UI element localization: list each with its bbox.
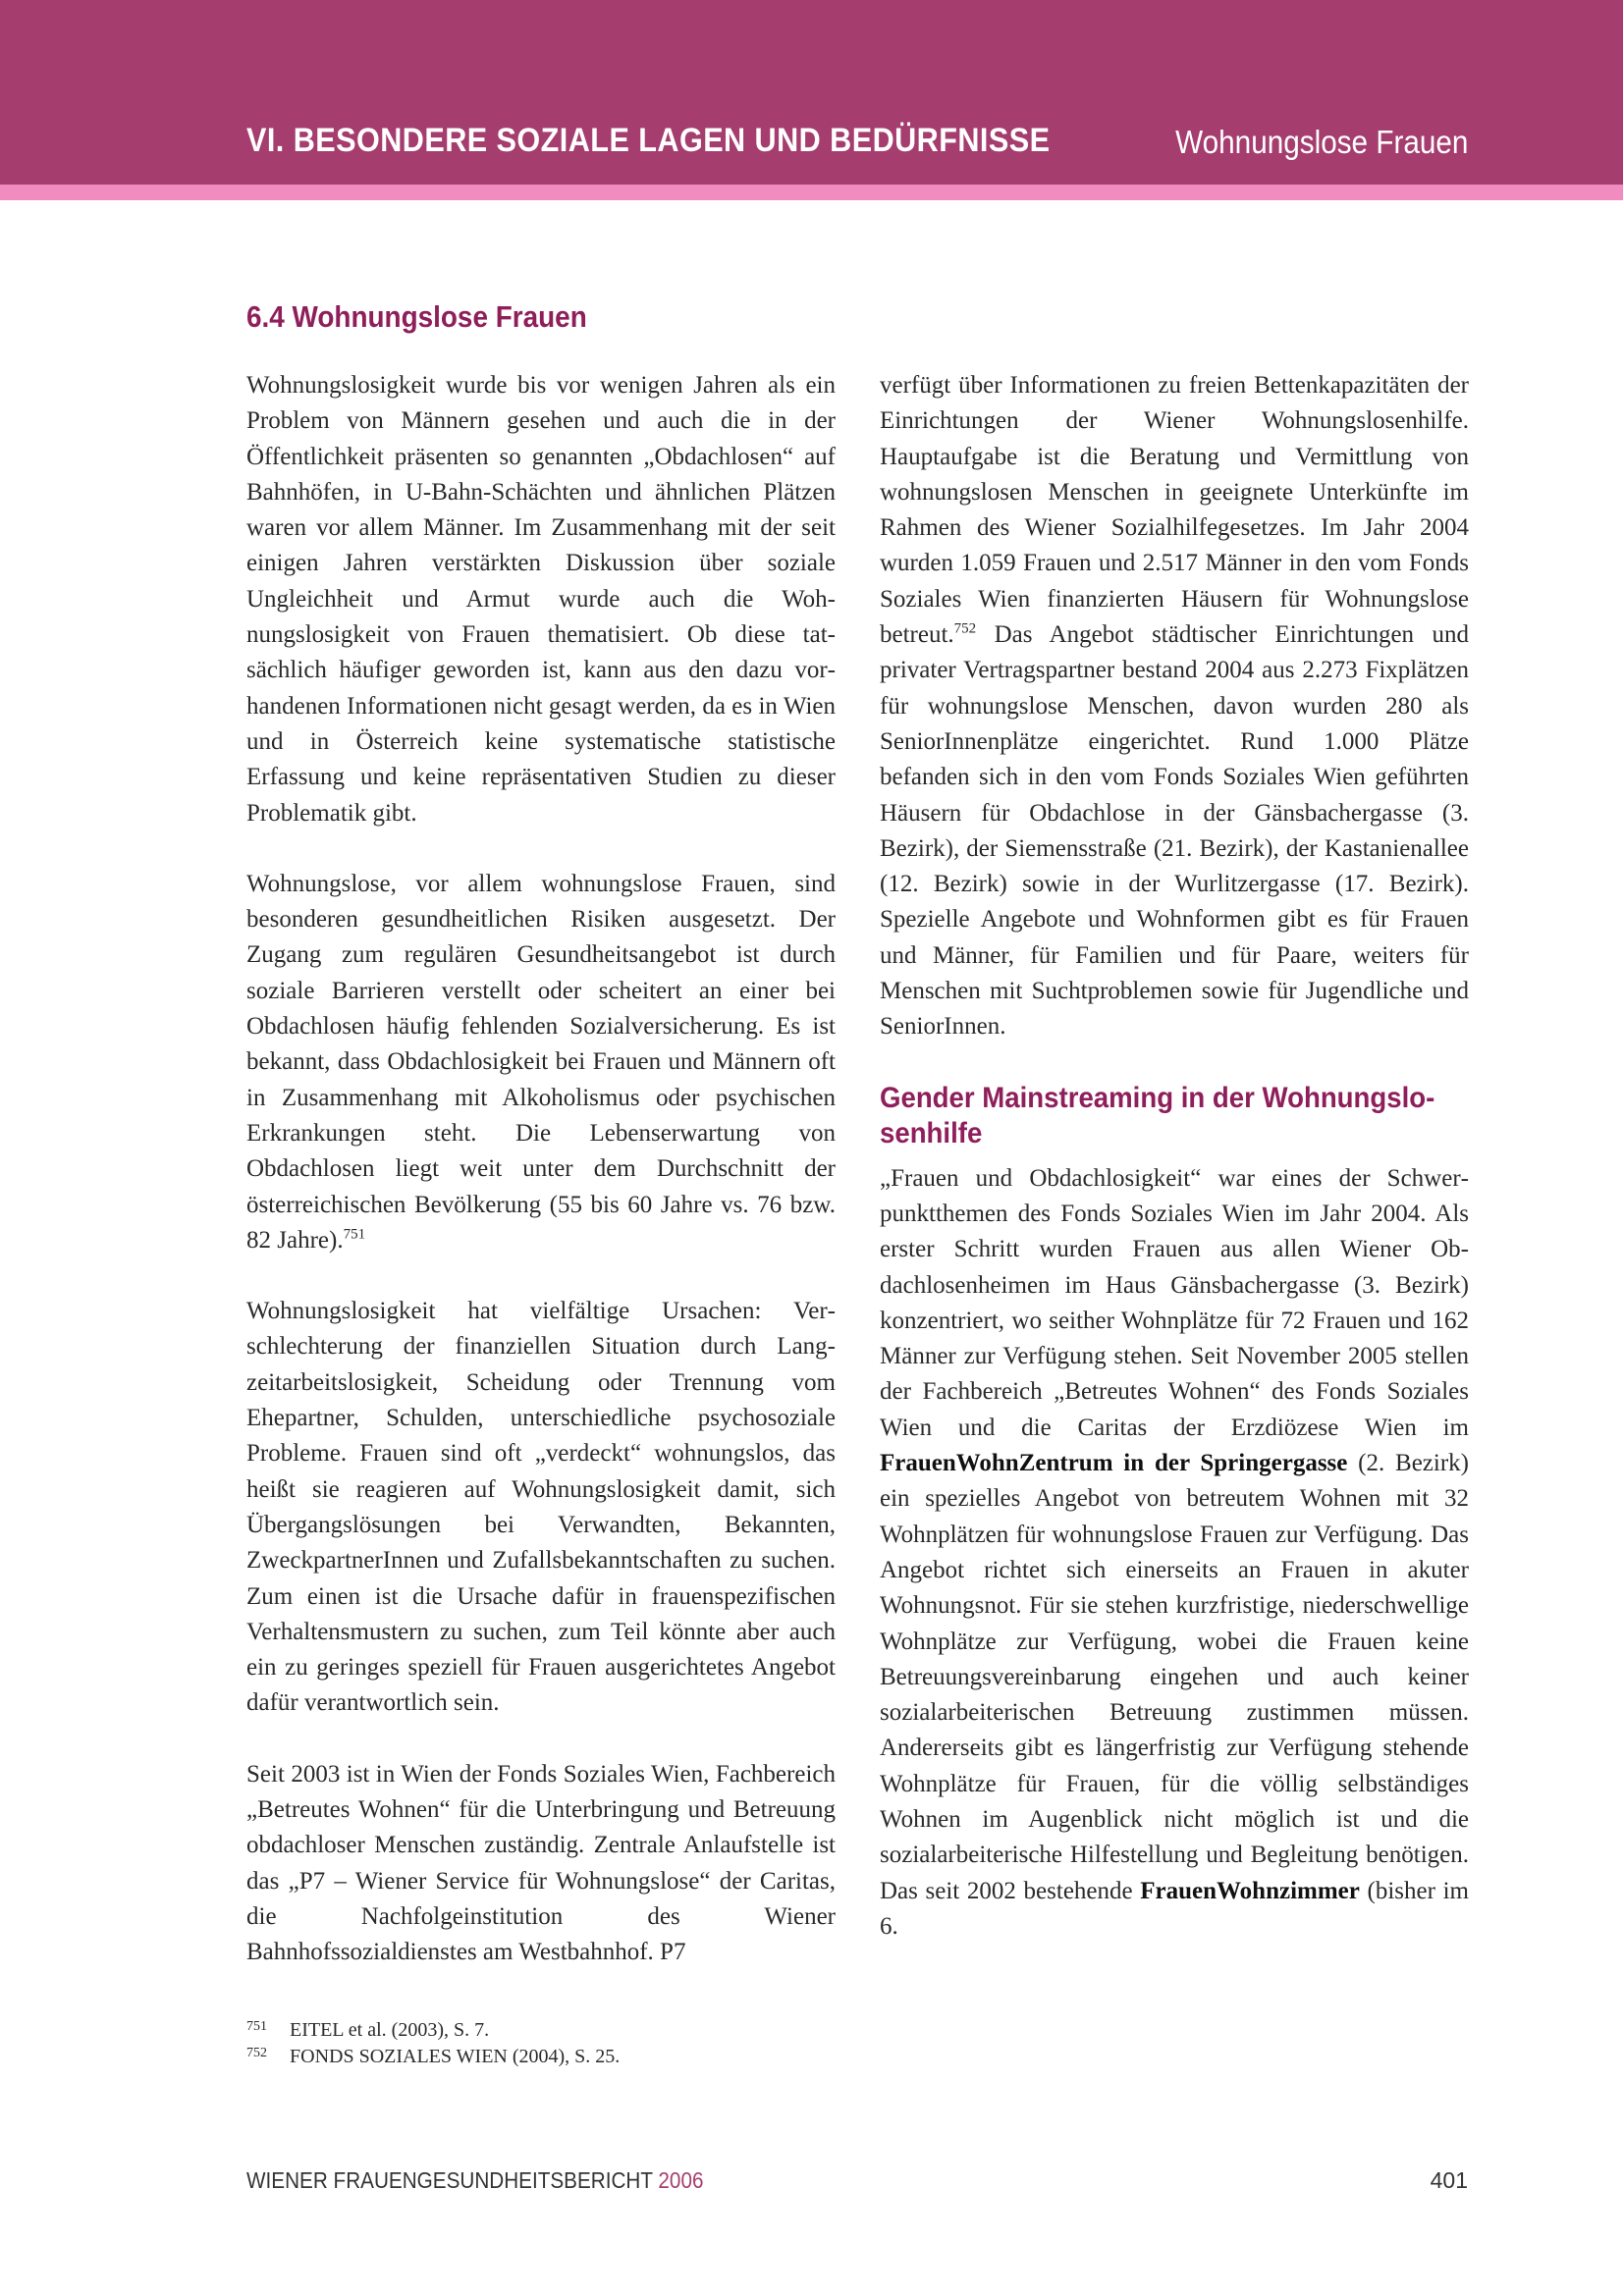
- running-section-title: Wohnungslose Frauen: [1174, 124, 1468, 160]
- bold-term: FrauenWohnzimmer: [1140, 1877, 1360, 1904]
- left-column: [246, 368, 836, 1970]
- footer-report-name: WIENER FRAUENGESUNDHEITSBERICHT 2006: [246, 2167, 704, 2193]
- footnote: [246, 2044, 620, 2070]
- bold-term: FrauenWohnZentrum in der Springergasse: [880, 1450, 1348, 1477]
- page-number: 401: [1430, 2167, 1468, 2193]
- paragraph: Wohnungslosigkeit wurde bis vor wenigen Jahren als ein Problem von Männern gesehen und auch die in der Öffentlichkeit präsenten so genannten „Obdachlosen“ auf Bahnhöfen, in U-Bahn-Schächten und ähnlichen Plätzen waren vor allem Männer. Im Zusammenhang mit der seit einigen Jahren verstärkten Diskussion über soziale Ungleichheit und Armut wurde auch die Wohnungslosigkeit von Frauen thematisiert. Ob diese tatsächlich häufiger geworden ist, kann aus den dazu vorhandenen Informationen nicht gesagt werden, da es in Wien und in Österreich keine systematische statistische Erfassung und keine repräsentativen Studien zu dieser Problematik gibt.: [246, 372, 836, 827]
- header-stripe: [0, 185, 1623, 200]
- footnote-ref: 751: [343, 1226, 366, 1243]
- footer-year: 2006: [658, 2167, 704, 2193]
- footnote-number: 751: [246, 2019, 267, 2034]
- chapter-title: VI. BESONDERE SOZIALE LAGEN UND BEDÜRFNISSE: [246, 122, 1051, 159]
- footnote: [246, 2017, 620, 2044]
- footnotes: [246, 2017, 620, 2070]
- paragraph: Wohnungslosigkeit hat vielfältige Ursachen: Verschlechterung der finanziellen Situation durch Langzeitarbeitslosigkeit, Scheidung oder Trennung vom Ehepartner, Schulden, unterschiedliche psychosoziale Probleme. Frauen sind oft „verdeckt“ wohnungslos, das heißt sie reagieren auf Wohnungslosigkeit damit, sich Übergangslösungen bei Verwandten, Bekannten, ZweckpartnerInnen und Zufallsbekanntschaften zu suchen. Zum einen ist die Ursache dafür in frauenspezifischen Verhaltensmustern zu suchen, zum Teil könnte aber auch ein zu geringes speziell für Frauen ausgerichtetes Angebot dafür verantwortlich sein.: [246, 1298, 836, 1717]
- paragraph: Wohnungslose, vor allem wohnungslose Frauen, sind besonderen gesundheitlichen Risiken ausgesetzt. Der Zugang zum regulären Gesundheitsangebot ist durch soziale Barrieren verstellt oder scheitert an einer bei Obdachlosen häufig fehlenden Sozialversicherung. Es ist bekannt, dass Obdachlosigkeit bei Frauen und Männern oft in Zusammenhang mit Alkoholismus oder psychischen Erkrankungen steht. Die Lebenserwartung von Obdachlosen liegt weit unter dem Durchschnitt der österreichischen Bevölkerung (55 bis 60 Jahre vs. 76 bzw. 82 Jahre).$^{751}$: [246, 870, 836, 1254]
- right-column: [880, 368, 1469, 1945]
- footnote-number: 752: [246, 2046, 267, 2060]
- subheading: Gender Mainstreaming in der Wohnungslosenhilfe: [880, 1081, 1435, 1149]
- footnote-text: EITEL et al. (2003), S. 7.: [290, 2019, 490, 2041]
- paragraph: verfügt über Informationen zu freien Bettenkapazitäten der Einrichtungen der Wiener Wohnungslosenhilfe. Hauptaufgabe ist die Beratung und Vermittlung von wohnungslosen Menschen in geeignete Unterkünfte im Rahmen des Wiener Sozialhilfegesetzes. Im Jahr 2004 wurden 1.059 Frauen und 2.517 Männer in den vom Fonds Soziales Wien finanzierten Häusern für Wohnungslose betreut.$^{752}$ Das Angebot städtischer Einrichtungen und privater Vertragspartner bestand 2004 aus 2.273 Fixplätzen für wohnungslose Menschen, davon wurden 280 als SeniorInnenplätze eingerichtet. Rund 1.000 Plätze befanden sich in den vom Fonds Soziales Wien geführten Häusern für Obdachlose in der Gänsbachergasse (3. Bezirk), der Siemensstraße (21. Bezirk), der Kastanienallee (12. Bezirk) sowie in der Wurlitzergasse (17. Bezirk). Spezielle Angebote und Wohnformen gibt es für Frauen und Männer, für Familien und für Paare, weiters für Menschen mit Suchtproblemen sowie für Jugendliche und SeniorInnen.: [880, 372, 1469, 1041]
- footnote-text: FONDS SOZIALES WIEN (2004), S. 25.: [290, 2046, 621, 2067]
- paragraph: „Frauen und Obdachlosigkeit“ war eines der Schwerpunktthemen des Fonds Soziales Wien im Jahr 2004. Als erster Schritt wurden Frauen aus allen Wiener Obdachlosenheimen im Haus Gänsbachergasse (3. Bezirk) konzentriert, wo seither Wohnplätze für 72 Frauen und 162 Männer zur Verfügung stehen. Seit November 2005 stellen der Fachbereich „Betreutes Wohnen“ des Fonds Soziales Wien und die Caritas der Erzdiözese Wien im FrauenWohnZentrum in der Springergasse (2. Bezirk) ein spezielles Angebot von betreutem Wohnen mit 32 Wohnplätzen für wohnungslose Frauen zur Verfügung. Das Angebot richtet sich einerseits an Frauen in akuter Wohnungsnot. Für sie stehen kurzfristige, niederschwellige Wohnplätze zur Verfügung, wobei die Frauen keine Betreuungsvereinbarung eingehen und auch keiner sozialarbeiterischen Betreuung zustimmen müssen. Andererseits gibt es längerfristig zur Verfügung stehende Wohnplätze für Frauen, für die völlig selbständiges Wohnen im Augenblick nicht möglich ist und die sozialarbeiterische Hilfestellung und Begleitung benötigen. Das seit 2002 bestehende FrauenWohnzimmer (bisher im 6.: [880, 1164, 1469, 1940]
- paragraph: Seit 2003 ist in Wien der Fonds Soziales Wien, Fachbereich „Betreutes Wohnen“ für die Unterbringung und Betreuung obdachloser Menschen zuständig. Zentrale Anlaufstelle ist das „P7 – Wiener Service für Wohnungslose“ der Caritas, die Nachfolgeinstitution des Wiener Bahnhofssozialdienstes am Westbahnhof. P7: [246, 1760, 836, 1966]
- section-heading: 6.4 Wohnungslose Frauen: [246, 299, 587, 334]
- footnote-ref: 752: [953, 620, 977, 637]
